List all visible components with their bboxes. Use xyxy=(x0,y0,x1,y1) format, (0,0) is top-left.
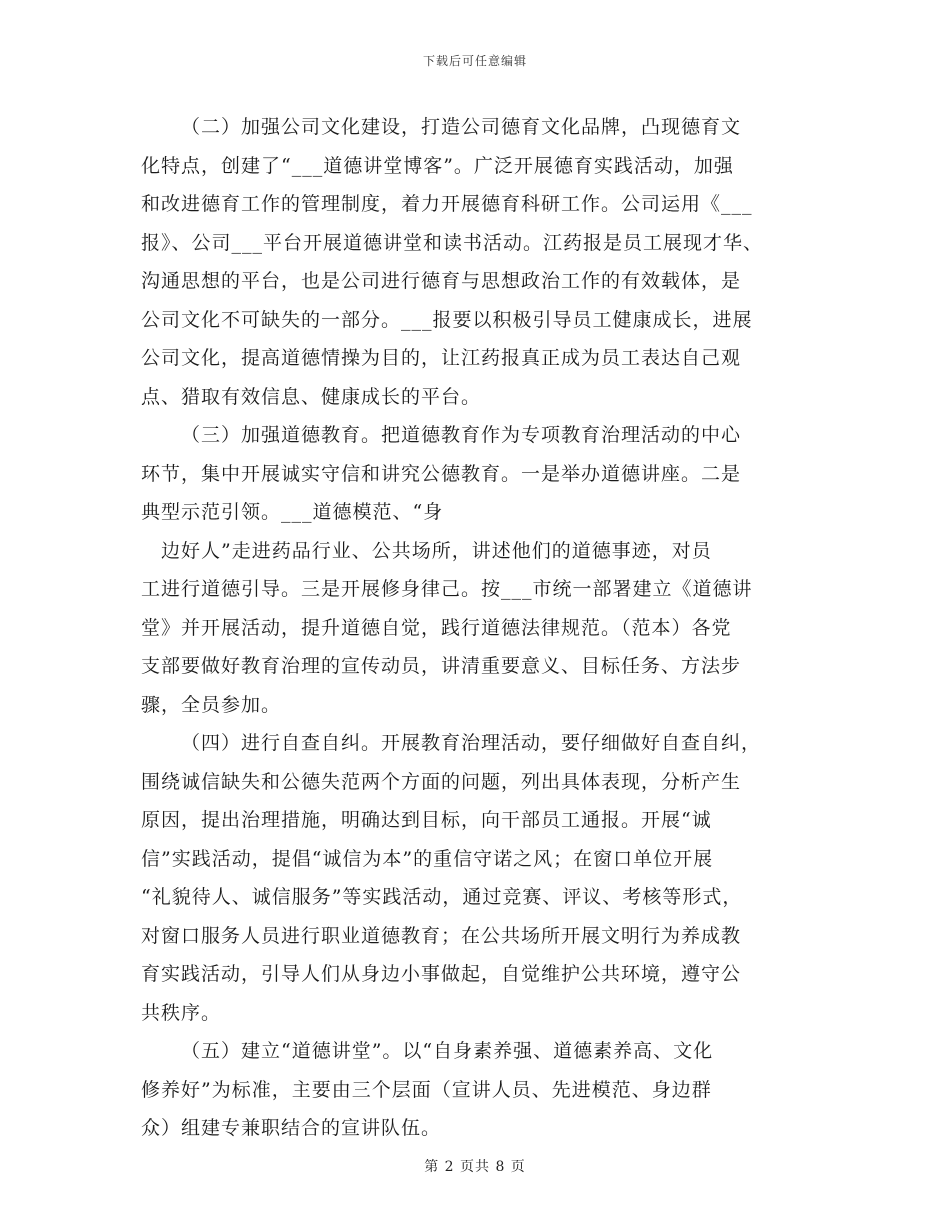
header-note: 下载后可任意编辑 xyxy=(422,54,527,68)
text-line: （四）进行自查自纠。开展教育治理活动，要仔细做好自查自纠， xyxy=(181,732,762,754)
text-line: 信”实践活动，提倡“诚信为本”的重信守诺之风；在窗口单位开展 xyxy=(141,847,714,870)
text-line: （二）加强公司文化建设，打造公司德育文化品牌，凸现德育文 xyxy=(181,116,742,138)
text-line: 堂》并开展活动，提升道德自觉，践行道德法律规范。（范本）各党 xyxy=(141,616,732,639)
text-line: 边好人”走进药品行业、公共场所，讲述他们的道德事迹，对员 xyxy=(161,539,712,562)
text-line: 围绕诚信缺失和公德失范两个方面的问题，列出具体表现，分析产生 xyxy=(141,770,742,793)
text-line: 育实践活动，引导人们从身边小事做起，自觉维护公共环境，遵守公 xyxy=(141,963,742,985)
text-line: “礼貌待人、诚信服务”等实践活动，通过竞赛、评议、考核等形式， xyxy=(141,886,743,908)
text-line: 化特点，创建了“___道德讲堂博客”。广泛开展德育实践活动，加强 xyxy=(141,154,734,177)
text-line: （三）加强道德教育。把道德教育作为专项教育治理活动的中心 xyxy=(181,424,742,446)
text-line: 点、猎取有效信息、健康成长的平台。 xyxy=(141,385,482,408)
text-line: 支部要做好教育治理的宣传动员，讲清重要意义、目标任务、方法步 xyxy=(141,655,742,677)
page-number: 第 2 页共 8 页 xyxy=(424,1159,526,1175)
paragraph-section-2 xyxy=(141,108,811,416)
text-line: 共秩序。 xyxy=(141,1001,222,1024)
text-line: 对窗口服务人员进行职业道德教育；在公共场所开展文明行为养成教 xyxy=(141,924,742,947)
text-line: 公司文化不可缺失的一部分。___报要以积极引导员工健康成长，进展 xyxy=(141,308,753,331)
text-line: 众）组建专兼职结合的宣讲队伍。 xyxy=(141,1117,442,1139)
text-line: 公司文化，提高道德情操为目的，让江药报真正成为员工表达自己观 xyxy=(141,347,742,369)
text-line: 典型示范引领。___道德模范、“身 xyxy=(141,501,444,523)
paragraph-section-5 xyxy=(141,1032,811,1148)
text-line: 骤，全员参加。 xyxy=(141,693,282,716)
text-line: （五）建立“道德讲堂”。以“自身素养强、道德素养高、文化 xyxy=(181,1040,714,1062)
paragraph-section-3 xyxy=(141,416,811,532)
paragraph-section-4 xyxy=(141,724,811,1032)
text-line: 原因，提出治理措施，明确达到目标，向干部员工通报。开展“诚 xyxy=(141,809,712,831)
text-line: 和改进德育工作的管理制度，着力开展德育科研工作。公司运用《___ xyxy=(141,193,753,215)
text-line: 修养好”为标准，主要由三个层面（宣讲人员、先进模范、身边群 xyxy=(141,1078,712,1101)
text-line: 工进行道德引导。三是开展修身律己。按___市统一部署建立《道德讲 xyxy=(141,578,753,600)
text-line: 沟通思想的平台，也是公司进行德育与思想政治工作的有效载体，是 xyxy=(141,270,742,292)
paragraph-section-3-continued xyxy=(141,532,811,725)
text-line: 报》、公司___平台开展道德讲堂和读书活动。江药报是员工展现才华、 xyxy=(141,231,764,254)
text-line: 环节，集中开展诚实守信和讲究公德教育。一是举办道德讲座。二是 xyxy=(141,462,742,485)
document-body xyxy=(141,108,811,1148)
